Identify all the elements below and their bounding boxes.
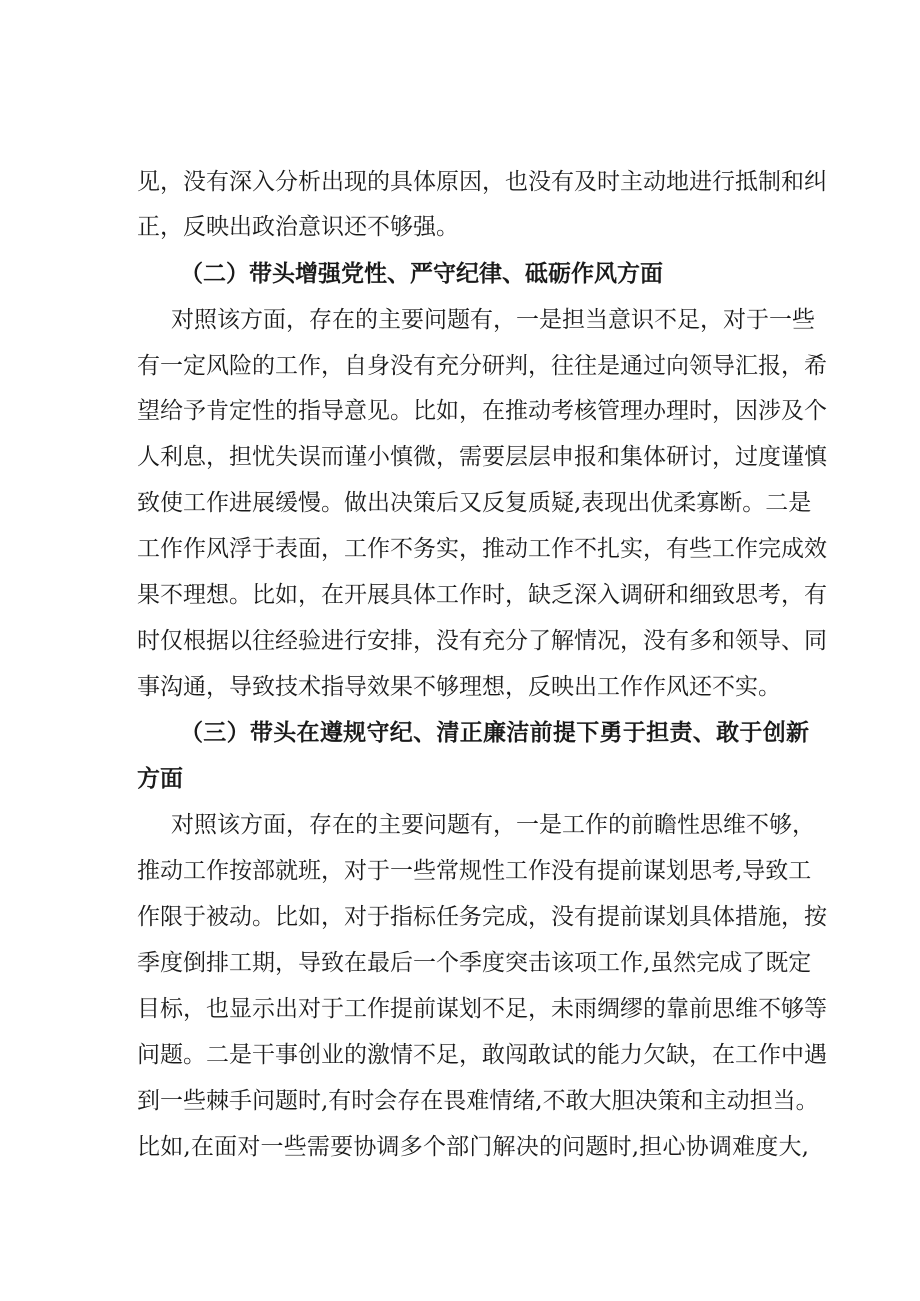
body-text-line: 对照该方面，存在的主要问题有，一是工作的前瞻性思维不够， [171, 812, 815, 838]
body-text-line: 事沟通，导致技术指导效果不够理想，反映出工作作风还不实。 [137, 674, 781, 700]
body-text-line: 问题。二是干事创业的激情不足，敢闯敢试的能力欠缺，在工作中遇 [137, 1042, 827, 1068]
body-text-line: 致使工作进展缓慢。做出决策后又反复质疑,表现出优柔寡断。二是 [137, 490, 812, 516]
section-heading-2: （二）带头增强党性、严守纪律、砥砺作风方面 [180, 261, 663, 287]
body-text-line: 人利息，担忧失误而谨小慎微，需要层层申报和集体研讨，过度谨慎 [137, 444, 827, 470]
body-text-line: 有一定风险的工作，自身没有充分研判，往往是通过向领导汇报，希 [137, 353, 827, 379]
body-text-line: 季度倒排工期，导致在最后一个季度突击该项工作,虽然完成了既定 [137, 950, 812, 976]
section-heading-3: （三）带头在遵规守纪、清正廉洁前提下勇于担责、敢于创新 [180, 720, 809, 746]
body-text-line: 到一些棘手问题时,有时会存在畏难情绪,不敢大胆决策和主动担当。 [137, 1088, 819, 1114]
body-text-line: 对照该方面，存在的主要问题有，一是担当意识不足，对于一些 [171, 307, 815, 333]
body-text-line: 果不理想。比如，在开展具体工作时，缺乏深入调研和细致思考，有 [137, 582, 827, 608]
body-text-line: 正，反映出政治意识还不够强。 [137, 214, 459, 240]
body-text-line: 时仅根据以往经验进行安排，没有充分了解情况，没有多和领导、同 [137, 628, 827, 654]
body-text-line: 望给予肯定性的指导意见。比如，在推动考核管理办理时，因涉及个 [137, 398, 827, 424]
body-text-line: 目标，也显示出对于工作提前谋划不足，未雨绸缪的靠前思维不够等 [137, 996, 827, 1022]
section-heading-3-continued: 方面 [137, 766, 183, 792]
body-text-line: 推动工作按部就班，对于一些常规性工作没有提前谋划思考,导致工 [137, 858, 812, 884]
body-text-line: 工作作风浮于表面，工作不务实，推动工作不扎实，有些工作完成效 [137, 536, 827, 562]
body-text-line: 比如,在面对一些需要协调多个部门解决的问题时,担心协调难度大, [137, 1134, 809, 1160]
body-text-line: 作限于被动。比如，对于指标任务完成，没有提前谋划具体措施，按 [137, 904, 827, 930]
body-text-line: 见，没有深入分析出现的具体原因，也没有及时主动地进行抵制和纠 [137, 169, 827, 195]
